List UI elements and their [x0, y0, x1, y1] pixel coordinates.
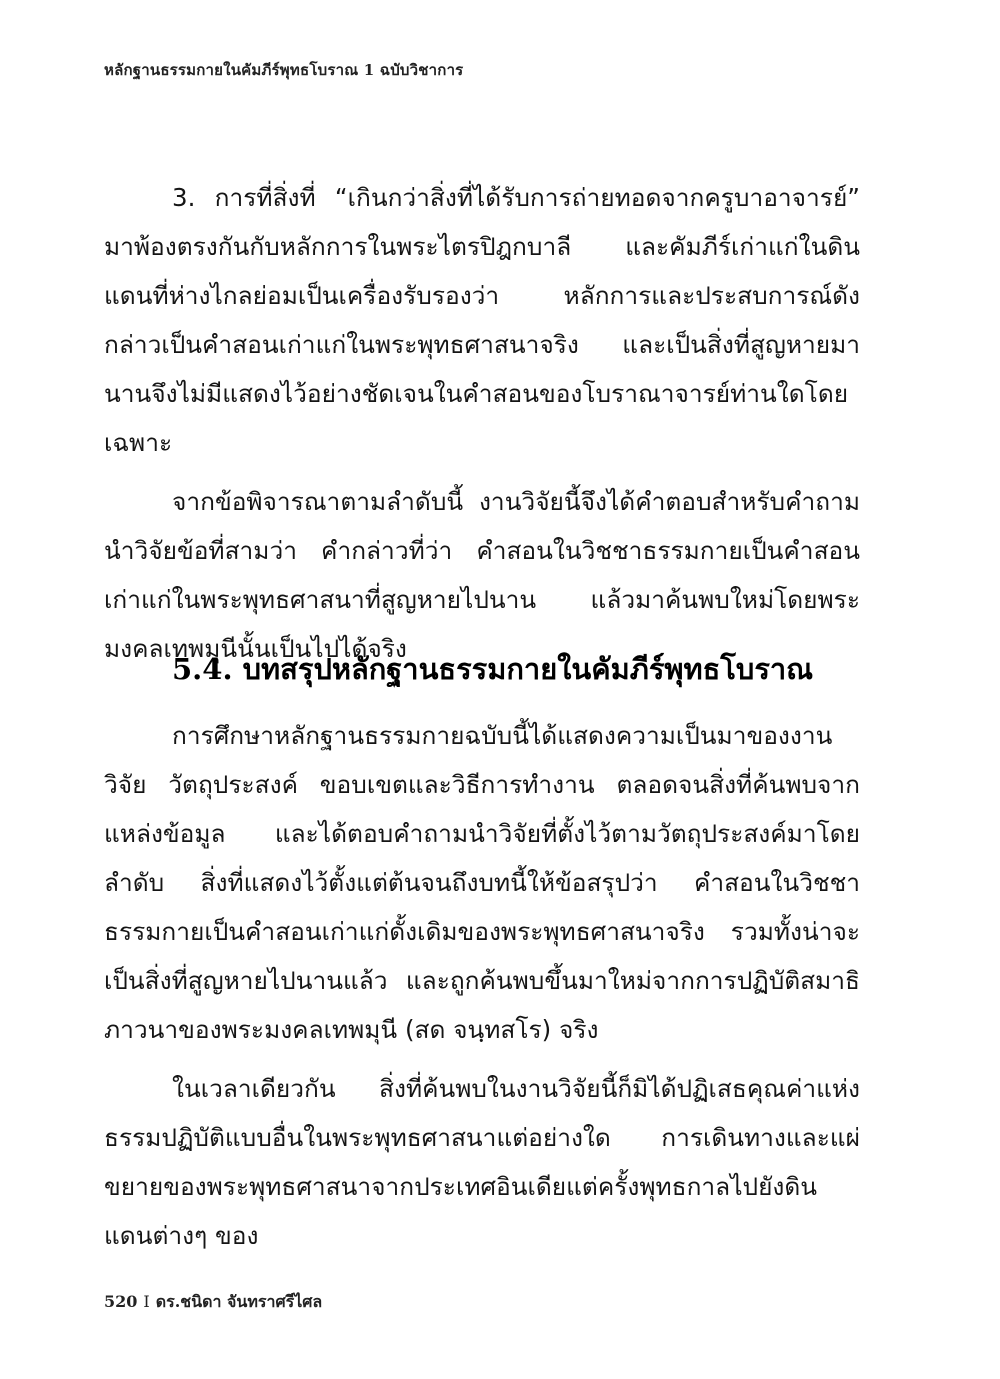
text-block-before-section	[104, 173, 860, 673]
running-header: หลักฐานธรรมกายในคัมภีร์พุทธโบราณ 1 ฉบับวิชาการ	[104, 61, 464, 79]
text-block-section-5-4	[104, 711, 860, 1260]
footer-separator: I	[143, 1292, 150, 1311]
paragraph-point-3: 3. การที่สิ่งที่ “เกินกว่าสิ่งที่ได้รับการถ่ายทอดจากครูบาอาจารย์” มาพ้องตรงกันกับหลักการในพระไตรปิฎกบาลี และคัมภีร์เก่าแก่ในดินแดนที่ห่างไกลย่อมเป็นเครื่องรับรองว่า หลักการและประสบการณ์ดังกล่าวเป็นคำสอนเก่าแก่ในพระพุทธศาสนาจริง และเป็นสิ่งที่สูญหายมานานจึงไม่มีแสดงไว้อย่างชัดเจนในคำสอนของโบราณาจารย์ท่านใดโดยเฉพาะ	[104, 183, 860, 457]
paragraph-conclusion-q3: จากข้อพิจารณาตามลำดับนี้ งานวิจัยนี้จึงได้คำตอบสำหรับคำถามนำวิจัยข้อที่สามว่า คำกล่าวที่ว่า คำสอนในวิชชาธรรมกายเป็นคำสอนเก่าแก่ในพระพุทธศาสนาที่สูญหายไปนาน แล้วมาค้นพบใหม่โดยพระมงคลเทพมุนีนั้นเป็นไปได้จริง	[104, 487, 860, 663]
paragraph-meanwhile: ในเวลาเดียวกัน สิ่งที่ค้นพบในงานวิจัยนี้ก็มิได้ปฏิเสธคุณค่าแห่งธรรมปฏิบัติแบบอื่นในพระพุทธศาสนาแต่อย่างใด การเดินทางและแผ่ขยายของพระพุทธศาสนาจากประเทศอินเดียแต่ครั้งพุทธกาลไปยังดินแดนต่างๆ ของ	[104, 1074, 860, 1250]
section-heading: 5.4. บทสรุปหลักฐานธรรมกายในคัมภีร์พุทธโบราณ	[172, 652, 814, 686]
paragraph-summary: การศึกษาหลักฐานธรรมกายฉบับนี้ได้แสดงความเป็นมาของงานวิจัย วัตถุประสงค์ ขอบเขตและวิธีการทำงาน ตลอดจนสิ่งที่ค้นพบจากแหล่งข้อมูล และได้ตอบคำถามนำวิจัยที่ตั้งไว้ตามวัตถุประสงค์มาโดยลำดับ สิ่งที่แสดงไว้ตั้งแต่ต้นจนถึงบทนี้ให้ข้อสรุปว่า คำสอนในวิชชาธรรมกายเป็นคำสอนเก่าแก่ดั้งเดิมของพระพุทธศาสนาจริง รวมทั้งน่าจะเป็นสิ่งที่สูญหายไปนานแล้ว และถูกค้นพบขึ้นมาใหม่จากการปฏิบัติสมาธิภาวนาของพระมงคลเทพมุนี (สด จนฺทสโร) จริง	[104, 721, 860, 1044]
footer-author: ดร.ชนิดา จันทราศรีไศล	[155, 1292, 323, 1311]
page-number: 520	[104, 1292, 138, 1311]
running-footer	[104, 1290, 322, 1315]
